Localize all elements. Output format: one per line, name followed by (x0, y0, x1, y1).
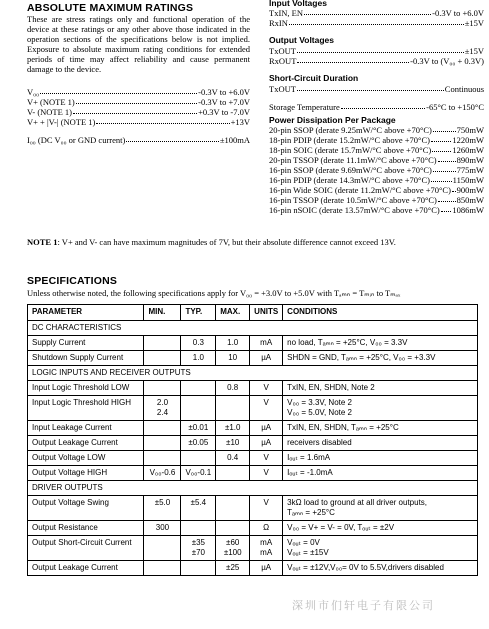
dot-leader (341, 102, 425, 109)
input-voltages-heading: Input Voltages (269, 0, 327, 8)
spec-parameter: Output Voltage HIGH (28, 466, 144, 481)
spec-typ: 0.3 (181, 336, 216, 351)
spec-units: mA (250, 336, 283, 351)
spec-parameter: Shutdown Supply Current (28, 351, 144, 366)
power-row-label: 18-pin SOIC (derate 15.7mW/°C above +70°C) (269, 145, 432, 155)
rating-row (27, 135, 250, 145)
spec-row (28, 381, 478, 396)
dot-leader (297, 56, 409, 63)
dot-leader (297, 84, 444, 91)
spec-max: ±60 ±100 (216, 536, 250, 561)
specs-table (27, 304, 478, 576)
spec-max: ±25 (216, 561, 250, 576)
col-parameter: PARAMETER (28, 305, 144, 321)
dot-leader (126, 135, 219, 142)
spec-typ (181, 381, 216, 396)
short-circuit-row-value: Continuous (444, 84, 484, 94)
spec-row (28, 336, 478, 351)
spec-typ: ±0.05 (181, 436, 216, 451)
input-voltage-row-label: TxIN, EN (269, 8, 303, 18)
spec-max: ±1.0 (216, 421, 250, 436)
dot-leader (433, 165, 456, 172)
input-voltage-row-value: ±15V (464, 18, 484, 28)
output-voltage-row-value: ±15V (464, 46, 484, 56)
dot-leader (438, 155, 456, 162)
power-row (269, 135, 484, 145)
spec-row (28, 521, 478, 536)
spec-conditions: Vₒᵤₜ = 0V Vₒᵤₜ = ±15V (283, 536, 478, 561)
dot-leader (431, 175, 452, 182)
spec-units: µA (250, 436, 283, 451)
rating-row (27, 107, 250, 117)
rating-row-label: V- (NOTE 1) (27, 107, 73, 117)
short-circuit-row-value: -65°C to +150°C (426, 102, 484, 112)
dot-leader (452, 185, 456, 192)
spec-min (144, 436, 181, 451)
spec-parameter: Output Voltage LOW (28, 451, 144, 466)
rating-row-label: I₀₀ (DC V₀₀ or GND current) (27, 135, 126, 145)
spec-typ: ±0.01 (181, 421, 216, 436)
specs-header-row (28, 305, 478, 321)
power-row (269, 205, 484, 215)
power-row-label: 16-pin nSOIC (derate 13.57mW/°C above +70°C) (269, 205, 440, 215)
rating-row-value: ±100mA (219, 135, 250, 145)
rating-row-value: -0.3V to +6.0V (198, 87, 250, 97)
spec-min (144, 351, 181, 366)
spec-typ (181, 396, 216, 421)
spec-row (28, 466, 478, 481)
dot-leader (289, 18, 464, 25)
spec-max (216, 466, 250, 481)
spec-units: Ω (250, 521, 283, 536)
power-row (269, 125, 484, 135)
spec-row (28, 561, 478, 576)
spec-typ (181, 521, 216, 536)
dot-leader (431, 135, 451, 142)
dot-leader (433, 125, 456, 132)
spec-conditions: no load, Tₐₘₙ = +25°C, V₀₀ = 3.3V (283, 336, 478, 351)
power-row-value: 1260mW (452, 145, 484, 155)
spec-conditions: V₀₀ = 3.3V, Note 2 V₀₀ = 5.0V, Note 2 (283, 396, 478, 421)
spec-parameter: Output Resistance (28, 521, 144, 536)
spec-group-label: DRIVER OUTPUTS (28, 481, 478, 496)
spec-row (28, 396, 478, 421)
spec-typ (181, 451, 216, 466)
spec-min: V₀₀-0.6 (144, 466, 181, 481)
output-voltage-row (269, 46, 484, 56)
specs-intro: Unless otherwise noted, the following specifications apply for V₀₀ = +3.0V to +5.0V with Tₐₘₙ = Tₘᵢₙ to Tₘₐₓ (27, 288, 401, 298)
spec-parameter: Output Short-Circuit Current (28, 536, 144, 561)
col-max: MAX. (216, 305, 250, 321)
dot-leader (441, 205, 452, 212)
spec-parameter: Output Leakage Current (28, 436, 144, 451)
spec-typ: ±35 ±70 (181, 536, 216, 561)
dot-leader (96, 117, 229, 124)
power-row-value: 850mW (456, 195, 484, 205)
abs-max-left-list (27, 87, 250, 145)
spec-parameter: Input Logic Threshold LOW (28, 381, 144, 396)
spec-max: ±10 (216, 436, 250, 451)
rating-row (27, 87, 250, 97)
spec-min (144, 336, 181, 351)
spec-max: 0.4 (216, 451, 250, 466)
power-row-value: 1220mW (452, 135, 484, 145)
spec-parameter: Input Logic Threshold HIGH (28, 396, 144, 421)
spec-units: µA (250, 351, 283, 366)
spec-row (28, 421, 478, 436)
power-row-label: 16-pin SSOP (derate 9.69mW/°C above +70°C) (269, 165, 432, 175)
note-1-text: : V+ and V- can have maximum magnitudes of 7V, but their absolute difference cannot exceed 13V. (57, 237, 396, 247)
spec-group-label: DC CHARACTERISTICS (28, 321, 478, 336)
spec-parameter: Supply Current (28, 336, 144, 351)
col-min: MIN. (144, 305, 181, 321)
spec-group-label: LOGIC INPUTS AND RECEIVER OUTPUTS (28, 366, 478, 381)
power-row (269, 195, 484, 205)
power-row-label: 18-pin PDIP (derate 15.2mW/°C above +70°C) (269, 135, 430, 145)
spec-row (28, 351, 478, 366)
spec-units: V (250, 496, 283, 521)
spec-group-row (28, 481, 478, 496)
dot-leader (438, 195, 456, 202)
short-circuit-row-label: Storage Temperature (269, 102, 340, 112)
power-row-label: 16-pin Wide SOIC (derate 11.2mW/°C above +70°C) (269, 185, 451, 195)
spec-conditions: receivers disabled (283, 436, 478, 451)
col-typ: TYP. (181, 305, 216, 321)
power-row-value: 1086mW (452, 205, 484, 215)
dot-leader (432, 145, 451, 152)
spec-row (28, 436, 478, 451)
spec-max: 1.0 (216, 336, 250, 351)
spec-min (144, 451, 181, 466)
spec-typ: 1.0 (181, 351, 216, 366)
col-units: UNITS (250, 305, 283, 321)
power-row-value: 890mW (456, 155, 484, 165)
spec-parameter: Output Leakage Current (28, 561, 144, 576)
spec-conditions: TxIN, EN, SHDN, Tₐₘₙ = +25°C (283, 421, 478, 436)
spec-min (144, 381, 181, 396)
spec-conditions: Iₒᵤₜ = 1.6mA (283, 451, 478, 466)
specs-title: SPECIFICATIONS (27, 275, 118, 287)
input-voltage-row (269, 18, 484, 28)
abs-max-title: ABSOLUTE MAXIMUM RATINGS (27, 2, 194, 14)
spec-parameter: Input Leakage Current (28, 421, 144, 436)
spec-units: µA (250, 561, 283, 576)
power-row-value: 900mW (456, 185, 484, 195)
watermark: 深圳市们轩电子有限公司 (292, 599, 435, 612)
spec-typ: ±5.4 (181, 496, 216, 521)
input-voltage-row-label: RxIN (269, 18, 288, 28)
spec-min (144, 421, 181, 436)
power-row-value: 750mW (456, 125, 484, 135)
output-voltage-row (269, 56, 484, 66)
spec-group-row (28, 321, 478, 336)
spec-min: 300 (144, 521, 181, 536)
rating-row-label: V₀₀ (27, 87, 40, 97)
rating-row (27, 117, 250, 127)
spec-conditions: Vₒᵤₜ = ±12V,V₀₀= 0V to 5.5V,drivers disabled (283, 561, 478, 576)
power-dissipation-heading: Power Dissipation Per Package (269, 115, 396, 125)
rating-row-label: V+ (NOTE 1) (27, 97, 75, 107)
spec-max: 10 (216, 351, 250, 366)
rating-row-value: +13V (230, 117, 250, 127)
spec-min (144, 561, 181, 576)
spec-row (28, 536, 478, 561)
spec-min (144, 536, 181, 561)
power-row-label: 20-pin TSSOP (derate 11.1mW/°C above +70°C) (269, 155, 437, 165)
short-circuit-list (269, 84, 484, 112)
note-1-label: NOTE 1 (27, 237, 58, 247)
power-dissipation-list (269, 125, 484, 215)
spec-units: µA (250, 421, 283, 436)
dot-leader (297, 46, 464, 53)
input-voltages-list (269, 8, 484, 28)
short-circuit-row (269, 102, 484, 112)
spec-conditions: TxIN, EN, SHDN, Note 2 (283, 381, 478, 396)
note-1 (27, 237, 482, 247)
dot-leader (304, 8, 431, 15)
power-row (269, 165, 484, 175)
dot-leader (73, 107, 197, 114)
spec-units: V (250, 466, 283, 481)
power-row-value: 775mW (456, 165, 484, 175)
spec-typ: V₀₀-0.1 (181, 466, 216, 481)
output-voltage-row-label: TxOUT (269, 46, 296, 56)
spec-conditions: SHDN = GND, Tₐₘₙ = +25°C, V₀₀ = +3.3V (283, 351, 478, 366)
rating-row-value: +0.3V to -7.0V (198, 107, 250, 117)
spec-max: 0.8 (216, 381, 250, 396)
spec-max (216, 396, 250, 421)
spec-max (216, 496, 250, 521)
output-voltages-list (269, 46, 484, 66)
power-row (269, 175, 484, 185)
spec-conditions: Iₒᵤₜ = -1.0mA (283, 466, 478, 481)
short-circuit-heading: Short-Circuit Duration (269, 73, 359, 83)
power-row-label: 20-pin SSOP (derate 9.25mW/°C above +70°C) (269, 125, 432, 135)
spec-units: mA mA (250, 536, 283, 561)
spec-parameter: Output Voltage Swing (28, 496, 144, 521)
dot-leader (76, 97, 197, 104)
dot-leader (40, 87, 197, 94)
spec-conditions: V₀₀ = V+ = V- = 0V, Tₒᵤₜ = ±2V (283, 521, 478, 536)
input-voltage-row-value: -0.3V to +6.0V (432, 8, 484, 18)
rating-row (27, 97, 250, 107)
rating-row-label: V+ + |V-| (NOTE 1) (27, 117, 96, 127)
power-row-label: 16-pin TSSOP (derate 10.5mW/°C above +70°C) (269, 195, 437, 205)
spec-min: 2.0 2.4 (144, 396, 181, 421)
spec-units: V (250, 381, 283, 396)
output-voltage-row-value: -0.3V to (V₀₀ + 0.3V) (410, 56, 484, 66)
spec-typ (181, 561, 216, 576)
power-row (269, 155, 484, 165)
output-voltages-heading: Output Voltages (269, 35, 335, 45)
input-voltage-row (269, 8, 484, 18)
power-row-label: 16-pin PDIP (derate 14.3mW/°C above +70°C) (269, 175, 430, 185)
power-row-value: 1150mW (452, 175, 484, 185)
abs-max-intro: These are stress ratings only and functional operation of the device at these ratings or any other above those indicated in the operation sections of the specifications below is not implied. Exposure to absolute maximum rating conditions for extended periods of time may affect reliability and cause permanent damage to the device. (27, 14, 250, 74)
spec-units: V (250, 396, 283, 421)
spec-max (216, 521, 250, 536)
power-row (269, 145, 484, 155)
spec-row (28, 496, 478, 521)
spec-conditions: 3kΩ load to ground at all driver outputs, Tₐₘₙ = +25°C (283, 496, 478, 521)
power-row (269, 185, 484, 195)
rating-row-value: -0.3V to +7.0V (198, 97, 250, 107)
spec-units: V (250, 451, 283, 466)
short-circuit-row (269, 84, 484, 94)
output-voltage-row-label: RxOUT (269, 56, 297, 66)
spec-group-row (28, 366, 478, 381)
spec-row (28, 451, 478, 466)
short-circuit-row-label: TxOUT (269, 84, 296, 94)
col-conditions: CONDITIONS (283, 305, 478, 321)
spec-min: ±5.0 (144, 496, 181, 521)
